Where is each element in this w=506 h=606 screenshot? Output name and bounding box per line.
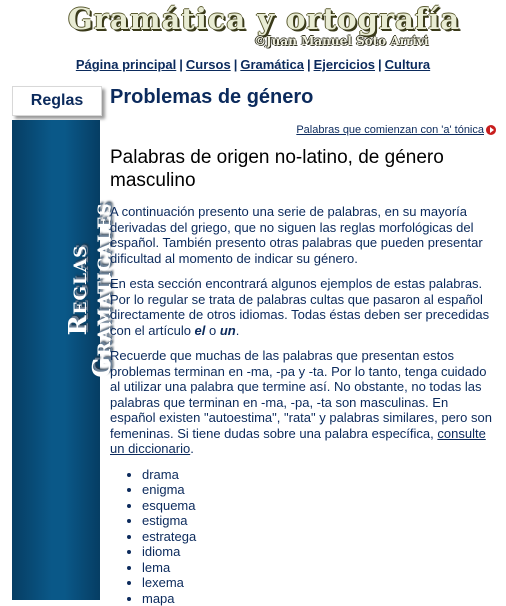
logo-author: ©Juan Manuel Soto Arrivi [254,34,428,48]
list-item: • enigma [142,482,496,498]
site-logo [0,0,506,52]
sidebar-vertical-line1: Reglas [66,202,90,377]
section-title: Problemas de género [110,86,313,109]
nav-link-gramatica[interactable]: Gramática [240,57,304,72]
paragraph-examples-text: En esta sección encontrará algunos ejemplos de estas palabras. Por lo regular se trata de palabras cultas que pasaron al español directamente de otros idiomas. Todas éstas deben ser precedidas con el artículo [110,276,489,338]
paragraph-warning [110,348,496,457]
page-heading: Palabras de origen no-latino, de género masculino [110,146,496,192]
nav-separator: | [304,57,314,72]
list-item: • lema [142,560,496,576]
sidebar-vertical-line2: Gramaticales [90,202,114,377]
paragraph-examples-end: . [236,323,240,338]
nav-separator: | [375,57,385,72]
paragraph-examples-or: o [205,323,219,338]
list-item: • esquema [142,498,496,514]
list-item: • estigma [142,513,496,529]
list-item: • mapa [142,591,496,606]
paragraph-warning-text: Recuerde que muchas de las palabras que presentan estos problemas terminan en -ma, -pa y -ta. Por lo tanto, tenga cuidado al utilizar una palabra que termine así. No obstante, no todas las palabras que terminan en -ma, -pa, -ta son masculinas. En español existen "autoestima", "rata" y palabras similares, pero son femeninas. Si tiene dudas sobre una palabra específica, [110,348,492,441]
top-navigation [0,57,506,72]
nav-separator: | [176,57,186,72]
list-item: • lexema [142,575,496,591]
logo-title: Gramática y ortografía [68,2,460,36]
list-item: • estratega [142,529,496,545]
sidebar-tab-reglas: Reglas [12,86,102,116]
nav-link-pagina-principal[interactable]: Página principal [76,57,176,72]
next-topic-link[interactable]: Palabras que comienzan con 'a' tónica [296,124,484,136]
list-item: • idioma [142,544,496,560]
article-un: un [220,323,236,338]
nav-link-cursos[interactable]: Cursos [186,57,231,72]
paragraph-examples [110,276,496,338]
paragraph-intro: A continuación presento una serie de palabras, en su mayoría derivadas del griego, que no siguen las reglas morfológicas del español. También presento otras palabras que pueden presentar dificultad al momento de indicar su género. [110,204,496,266]
paragraph-warning-end: . [190,441,194,456]
nav-link-cultura[interactable]: Cultura [385,57,431,72]
arrow-right-icon[interactable] [486,125,496,135]
next-topic-link-container [296,124,496,136]
main-content [110,146,496,606]
nav-separator: | [231,57,241,72]
list-item: • drama [142,467,496,483]
nav-link-ejercicios[interactable]: Ejercicios [314,57,375,72]
sidebar-vertical-title [66,202,114,377]
word-list [110,467,496,606]
article-el: el [195,323,206,338]
dictionary-link[interactable]: consulte un diccionario [110,426,486,457]
